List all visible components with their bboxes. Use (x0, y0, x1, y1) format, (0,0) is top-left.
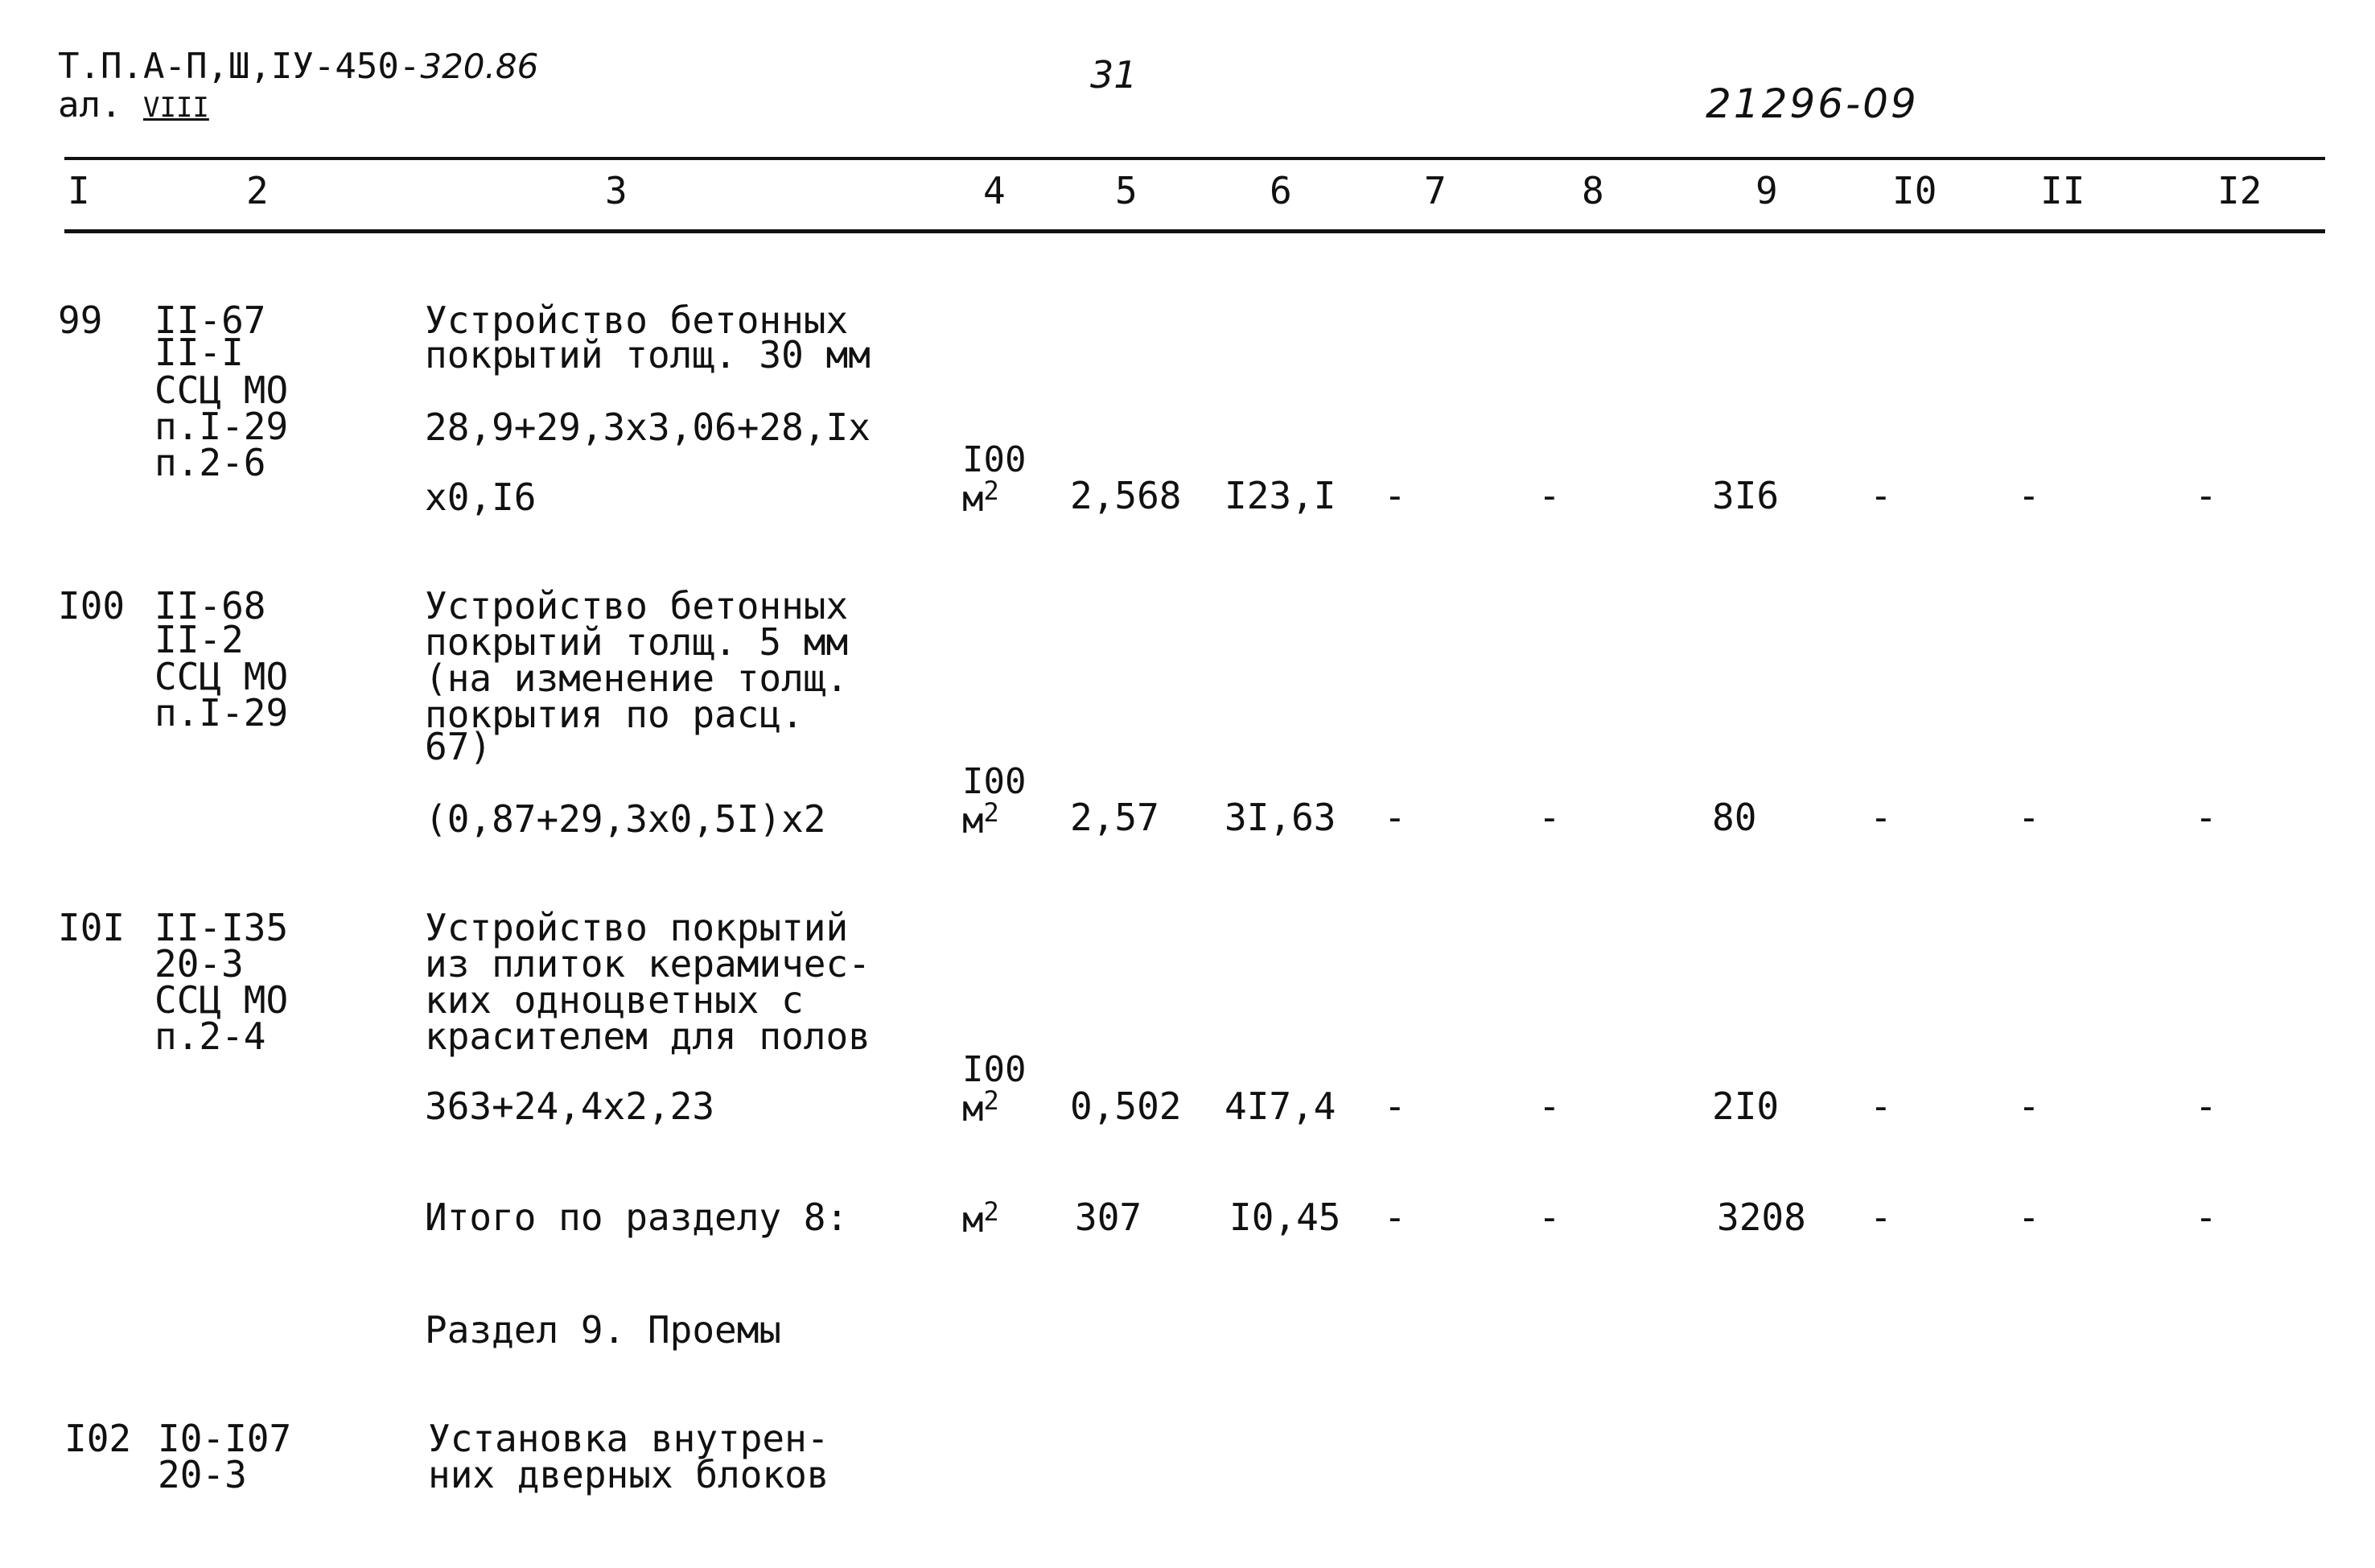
unit-measure (962, 1084, 999, 1130)
document-code-typed: Т.П.А-П,Ш,IУ-450- (58, 46, 421, 87)
row-code: ССЦ МО (154, 655, 289, 698)
header-rule-top (64, 157, 2325, 160)
row-code: II-I35 (154, 906, 289, 949)
cell-col7: - (1384, 474, 1406, 517)
cell-col8: - (1538, 1084, 1561, 1128)
column-header: I0 (1892, 169, 1937, 212)
row-number: I0I (58, 906, 126, 949)
cell-col7: - (1384, 1196, 1406, 1239)
column-header: 2 (246, 169, 269, 212)
unit-quantity: I00 (962, 761, 1027, 802)
row-description: покрытий толщ. 30 мм (425, 333, 871, 377)
row-description: из плиток керамичес- (425, 942, 871, 986)
row-description: покрытия по расц. (425, 693, 804, 736)
cell-col8: - (1538, 474, 1561, 517)
cell-col5: 2,57 (1070, 796, 1159, 839)
row-number: I00 (58, 584, 126, 628)
cell-col6: I0,45 (1229, 1196, 1341, 1239)
cell-col6: 4I7,4 (1225, 1084, 1336, 1128)
row-code: п.I-29 (154, 405, 289, 448)
cell-col5: 307 (1075, 1196, 1142, 1239)
archive-number: 21296-09 (1706, 80, 1919, 127)
cell-col12: - (2195, 1196, 2217, 1239)
unit-quantity: I00 (962, 1049, 1027, 1090)
row-description: красителем для полов (425, 1014, 871, 1058)
cell-col12: - (2195, 796, 2217, 839)
row-code: п.I-29 (154, 691, 289, 735)
unit-exponent: 2 (983, 475, 999, 506)
cell-col11: - (2018, 796, 2040, 839)
row-formula: 28,9+29,3х3,06+28,Iх (425, 405, 871, 449)
row-code: II-67 (154, 298, 266, 342)
cell-col11: - (2018, 1084, 2040, 1128)
cell-col10: - (1870, 1196, 1892, 1239)
row-number: I02 (64, 1417, 132, 1460)
cell-col7: - (1384, 1084, 1406, 1128)
row-description: ких одноцветных с (425, 978, 804, 1022)
row-formula: 363+24,4х2,23 (425, 1084, 715, 1128)
unit-letter: м (962, 479, 984, 520)
unit-exponent: 2 (983, 797, 999, 828)
row-description: покрытий толщ. 5 мм (425, 620, 849, 664)
row-code: II-2 (154, 618, 244, 661)
total-label: Итого по разделу 8: (425, 1196, 849, 1239)
cell-col8: - (1538, 796, 1561, 839)
unit-exponent: 2 (983, 1196, 999, 1227)
unit-exponent: 2 (983, 1085, 999, 1116)
unit-letter: м (962, 800, 984, 842)
header-rule-bottom (64, 229, 2325, 233)
cell-col5: 0,502 (1070, 1084, 1182, 1128)
cell-col11: - (2018, 474, 2040, 517)
unit-measure (962, 796, 999, 842)
unit-letter: м (962, 1200, 984, 1241)
column-header: I (68, 169, 90, 212)
row-code: 20-3 (158, 1453, 247, 1496)
unit-quantity: I00 (962, 439, 1027, 480)
cell-col9: 3I6 (1712, 474, 1780, 517)
document-code (58, 48, 538, 85)
row-formula: (0,87+29,3х0,5I)х2 (425, 797, 826, 841)
cell-col11: - (2018, 1196, 2040, 1239)
column-header: 8 (1582, 169, 1604, 212)
column-header: II (2040, 169, 2085, 212)
sheet-label (58, 84, 209, 126)
row-code: 20-3 (154, 942, 244, 986)
column-header: 5 (1115, 169, 1138, 212)
cell-col10: - (1870, 1084, 1892, 1128)
cell-col5: 2,568 (1070, 474, 1182, 517)
row-code: ССЦ МО (154, 368, 289, 412)
cell-col8: - (1538, 1196, 1561, 1239)
row-description: 67) (425, 725, 492, 768)
row-description: Установка внутрен- (428, 1417, 829, 1460)
row-description: Устройство бетонных (425, 298, 849, 342)
row-code: II-68 (154, 584, 266, 628)
unit-letter: м (962, 1089, 984, 1130)
sheet-number: VIII (142, 92, 209, 124)
cell-col10: - (1870, 796, 1892, 839)
row-code: п.2-4 (154, 1014, 266, 1058)
row-description: (на изменение толщ. (425, 656, 849, 700)
column-header: 6 (1270, 169, 1292, 212)
cell-col7: - (1384, 796, 1406, 839)
row-number: 99 (58, 298, 103, 342)
row-formula: х0,I6 (425, 475, 537, 519)
row-code: п.2-6 (154, 441, 266, 484)
cell-col10: - (1870, 474, 1892, 517)
sheet-prefix: ал. (58, 84, 122, 126)
cell-col9: 3208 (1717, 1196, 1806, 1239)
column-header: 4 (983, 169, 1006, 212)
unit-measure (962, 475, 999, 520)
cell-col12: - (2195, 1084, 2217, 1128)
cell-col9: 2I0 (1712, 1084, 1780, 1128)
section-title: Раздел 9. Проемы (425, 1308, 782, 1352)
cell-col6: 3I,63 (1225, 796, 1336, 839)
row-code: I0-I07 (158, 1417, 292, 1460)
column-header: I2 (2217, 169, 2262, 212)
page-number: 31 (1090, 53, 1138, 97)
row-description: них дверных блоков (428, 1453, 829, 1496)
row-description: Устройство покрытий (425, 906, 849, 949)
row-code: II-I (154, 331, 244, 374)
unit-measure (962, 1196, 999, 1241)
cell-col9: 80 (1712, 796, 1757, 839)
row-code: ССЦ МО (154, 978, 289, 1022)
cell-col12: - (2195, 474, 2217, 517)
cell-col6: I23,I (1225, 474, 1336, 517)
column-header: 3 (605, 169, 628, 212)
column-header: 7 (1424, 169, 1447, 212)
column-header: 9 (1756, 169, 1778, 212)
document-code-handwritten: 320.86 (420, 47, 539, 86)
row-description: Устройство бетонных (425, 584, 849, 628)
